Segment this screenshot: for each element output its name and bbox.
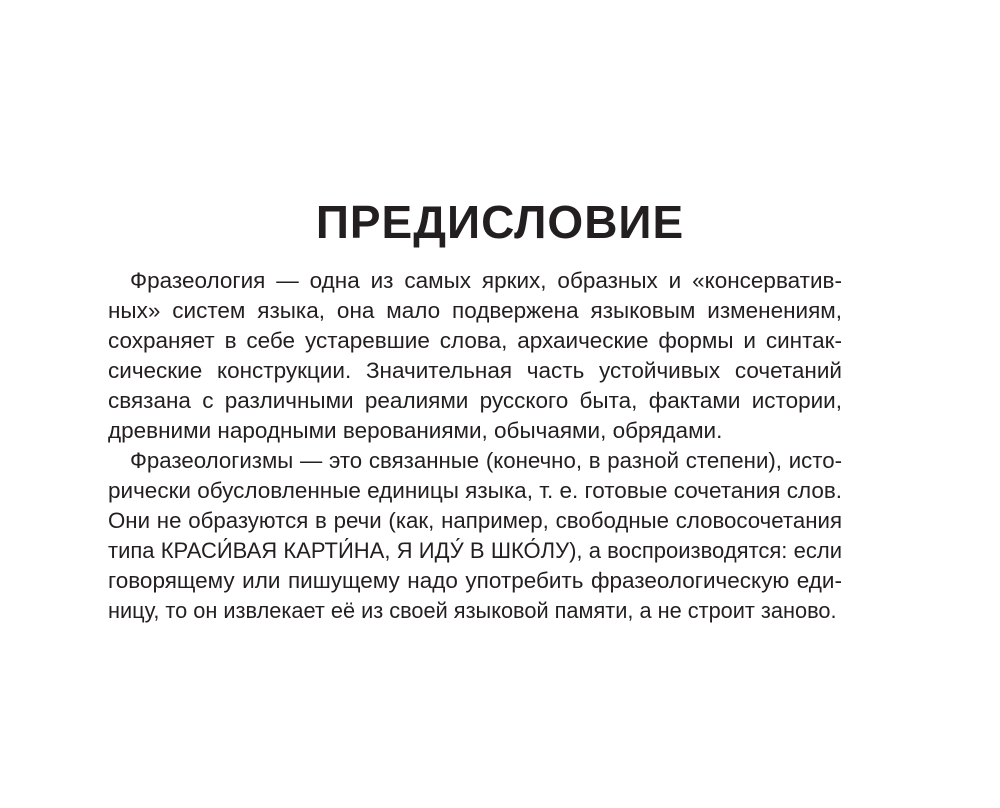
- text-line: типа КРАСИ́ВАЯ КАРТИ́НА, Я ИДУ́ В ШКО́ЛУ), а воспроизводятся: если: [108, 538, 842, 563]
- page-title: ПРЕДИСЛОВИЕ: [315, 196, 685, 248]
- paragraph-2: [108, 446, 842, 626]
- text-line: Фразеологизмы — это связанные (конечно, в разной степени), исто-: [130, 448, 842, 473]
- text-line: связана с различными реалиями русского быта, фактами истории,: [108, 388, 842, 413]
- text-line: древними народными верованиями, обычаями, обрядами.: [108, 418, 723, 443]
- text-line: Они не образуются в речи (как, например, свободные словосочетания: [108, 508, 842, 533]
- text-line: говорящему или пишущему надо употребить фразеологическую еди-: [108, 568, 842, 593]
- paragraph-1: [108, 266, 842, 446]
- text-line: Фразеология — одна из самых ярких, образных и «консерватив-: [130, 268, 842, 293]
- text-line: сохраняет в себе устаревшие слова, архаические формы и синтак-: [108, 328, 842, 353]
- body-text: [108, 266, 842, 626]
- text-line: ницу, то он извлекает её из своей языковой памяти, а не строит заново.: [108, 598, 837, 623]
- text-line: рически обусловленные единицы языка, т. е. готовые сочетания слов.: [108, 478, 843, 503]
- text-line: сические конструкции. Значительная часть устойчивых сочетаний: [108, 358, 842, 383]
- text-line: ных» систем языка, она мало подвержена языковым изменениям,: [108, 298, 842, 323]
